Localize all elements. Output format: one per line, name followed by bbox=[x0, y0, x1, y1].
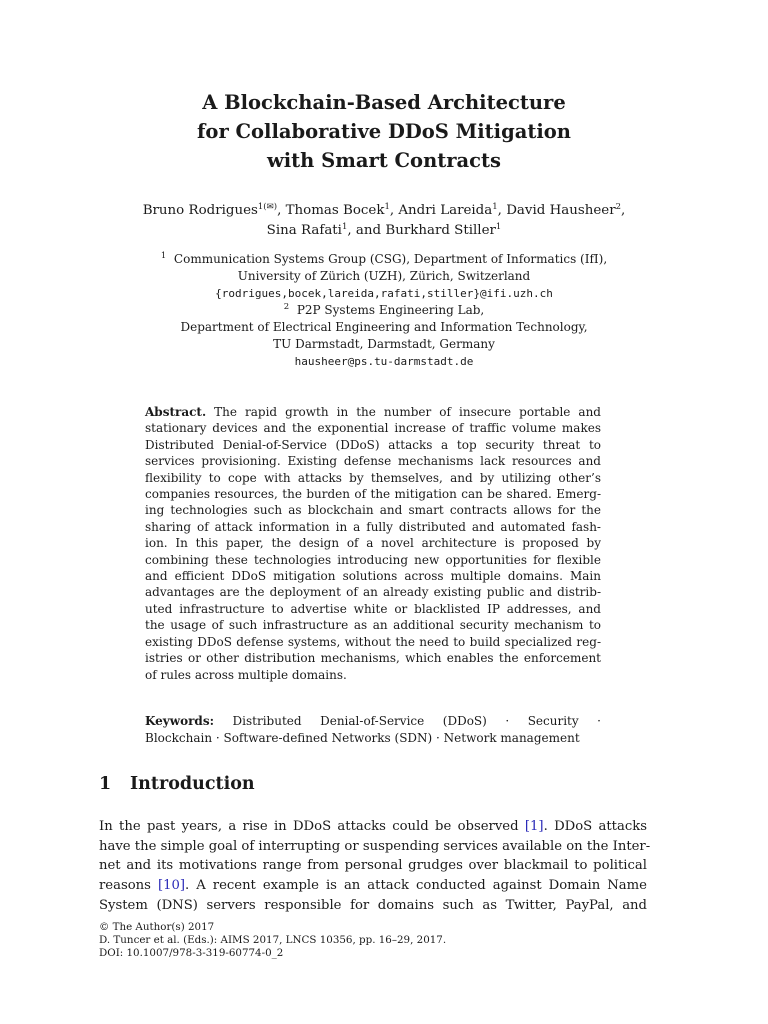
email-address: {rodrigues,bocek,lareida,rafati,stiller}@ifi.uzh.ch bbox=[215, 287, 553, 300]
abstract-line: and efficient DDoS mitigation solutions across multiple domains. Main bbox=[145, 569, 601, 584]
author-affil-mark: 1 bbox=[384, 202, 390, 212]
affiliation-line bbox=[0, 302, 768, 319]
author-line-2: Sina Rafati$^1$, and Burkhard Stiller$^1$ bbox=[266, 222, 502, 238]
abstract-line bbox=[145, 404, 601, 420]
keywords-line: Blockchain · Software-defined Networks (SDN) · Network management bbox=[145, 731, 580, 745]
keywords-label: Keywords: bbox=[145, 714, 215, 728]
body-line: net and its motivations range from personal grudges over blackmail to political bbox=[99, 858, 647, 874]
affiliation-mark: 2 bbox=[283, 302, 290, 312]
body-line: System (DNS) servers responsible for domains such as Twitter, PayPal, and bbox=[99, 897, 647, 913]
author-affil-mark: 1 bbox=[495, 222, 502, 232]
author-affil-mark: 1 bbox=[341, 222, 348, 232]
author-affil-mark: 2 bbox=[615, 202, 622, 212]
author-name: Thomas Bocek bbox=[285, 203, 385, 218]
title-line: for Collaborative DDoS Mitigation bbox=[197, 120, 571, 143]
citation-link[interactable]: [1] bbox=[524, 819, 544, 834]
abstract-text: The rapid growth in the number of insecure portable and bbox=[214, 405, 601, 419]
abstract-line: combining these technologies introducing new opportunities for flexible bbox=[145, 552, 601, 567]
author-list bbox=[0, 201, 768, 241]
title-line: A Blockchain-Based Architecture bbox=[202, 91, 566, 114]
author-name: Andri Lareida bbox=[398, 203, 493, 218]
abstract-line: of rules across multiple domains. bbox=[145, 667, 347, 682]
author-name: Sina Rafati bbox=[266, 223, 342, 238]
section-heading bbox=[99, 774, 255, 794]
body-line bbox=[99, 817, 647, 837]
abstract-line: uted infrastructure to advertise white or blacklisted IP addresses, and bbox=[145, 601, 601, 616]
title-line: with Smart Contracts bbox=[266, 149, 502, 172]
affiliation-text: P2P Systems Engineering Lab, bbox=[296, 303, 485, 317]
doi: DOI: 10.1007/978-3-319-60774-0_2 bbox=[99, 947, 284, 959]
abstract-line: istries or other distribution mechanisms, which enables the enforcement bbox=[145, 651, 601, 666]
email-address: hausheer@ps.tu-darmstadt.de bbox=[294, 355, 474, 368]
copyright-notice: © The Author(s) 2017 bbox=[99, 921, 215, 933]
abstract-line: services provisioning. Existing defense mechanisms lack resources and bbox=[145, 454, 601, 469]
abstract-line: ion. In this paper, the design of a novel architecture is proposed by bbox=[145, 536, 601, 551]
author-name: Burkhard Stiller bbox=[385, 223, 496, 238]
author-affil-mark: 1 bbox=[492, 202, 498, 212]
abstract-line: the usage of such infrastructure as an additional security mechanism to bbox=[145, 618, 601, 633]
affiliation-line: TU Darmstadt, Darmstadt, Germany bbox=[273, 337, 495, 351]
keywords bbox=[145, 713, 601, 747]
publication-citation: D. Tuncer et al. (Eds.): AIMS 2017, LNCS 10356, pp. 16–29, 2017. bbox=[99, 934, 447, 946]
affiliation-line: University of Zürich (UZH), Zürich, Switzerland bbox=[237, 269, 531, 283]
citation-link[interactable]: [10] bbox=[157, 878, 186, 894]
body-text: In the past years, a rise in DDoS attacks could be observed bbox=[99, 819, 525, 834]
author-affil-mark: 1(✉) bbox=[257, 202, 278, 212]
and-word: and bbox=[355, 223, 382, 238]
section-number: 1 bbox=[99, 774, 112, 794]
affiliation-mark: 1 bbox=[160, 251, 167, 261]
abstract-line: stationary devices and the exponential increase of traffic volume makes bbox=[145, 421, 601, 436]
body-text: . A recent example is an attack conducted against Domain Name bbox=[185, 878, 647, 894]
keywords-line bbox=[145, 713, 601, 730]
page-footer bbox=[99, 921, 446, 960]
abstract-line: ing technologies such as blockchain and smart contracts allows for the bbox=[145, 503, 601, 518]
abstract-line: advantages are the deployment of an already existing public and distrib- bbox=[145, 585, 601, 600]
affiliation-text: Communication Systems Group (CSG), Department of Informatics (IfI), bbox=[173, 252, 608, 266]
section-title: Introduction bbox=[130, 774, 255, 794]
body-text: . DDoS attacks bbox=[543, 819, 647, 834]
author-line-1: Bruno Rodrigues$^{1(✉)}$, Thomas Bocek$^1$, Andri Lareida$^1$, David Hausheer$^2$, bbox=[142, 202, 626, 218]
abstract-line: Distributed Denial-of-Service (DDoS) attacks a top security threat to bbox=[145, 437, 601, 452]
author-name: Bruno Rodrigues bbox=[142, 203, 258, 218]
author-name: David Hausheer bbox=[506, 203, 616, 218]
body-text: reasons bbox=[99, 878, 158, 894]
abstract-line: sharing of attack information in a fully distributed and automated fash- bbox=[145, 519, 601, 534]
affiliations bbox=[0, 251, 768, 370]
keywords-text: Distributed Denial-of-Service (DDoS) · Security · bbox=[232, 714, 601, 728]
intro-paragraph bbox=[99, 817, 651, 916]
abstract bbox=[145, 404, 601, 683]
affiliation-line: Department of Electrical Engineering and Information Technology, bbox=[180, 320, 588, 334]
abstract-label: Abstract. bbox=[145, 405, 207, 419]
affiliation-line bbox=[0, 251, 768, 268]
abstract-line: companies resources, the burden of the mitigation can be shared. Emerg- bbox=[145, 487, 601, 502]
body-line bbox=[99, 876, 647, 896]
abstract-line: existing DDoS defense systems, without the need to build specialized reg- bbox=[145, 634, 601, 649]
body-line: have the simple goal of interrupting or suspending services available on the Inter- bbox=[99, 838, 651, 854]
paper-title bbox=[0, 88, 768, 175]
abstract-line: flexibility to cope with attacks by themselves, and by utilizing other’s bbox=[145, 470, 601, 485]
